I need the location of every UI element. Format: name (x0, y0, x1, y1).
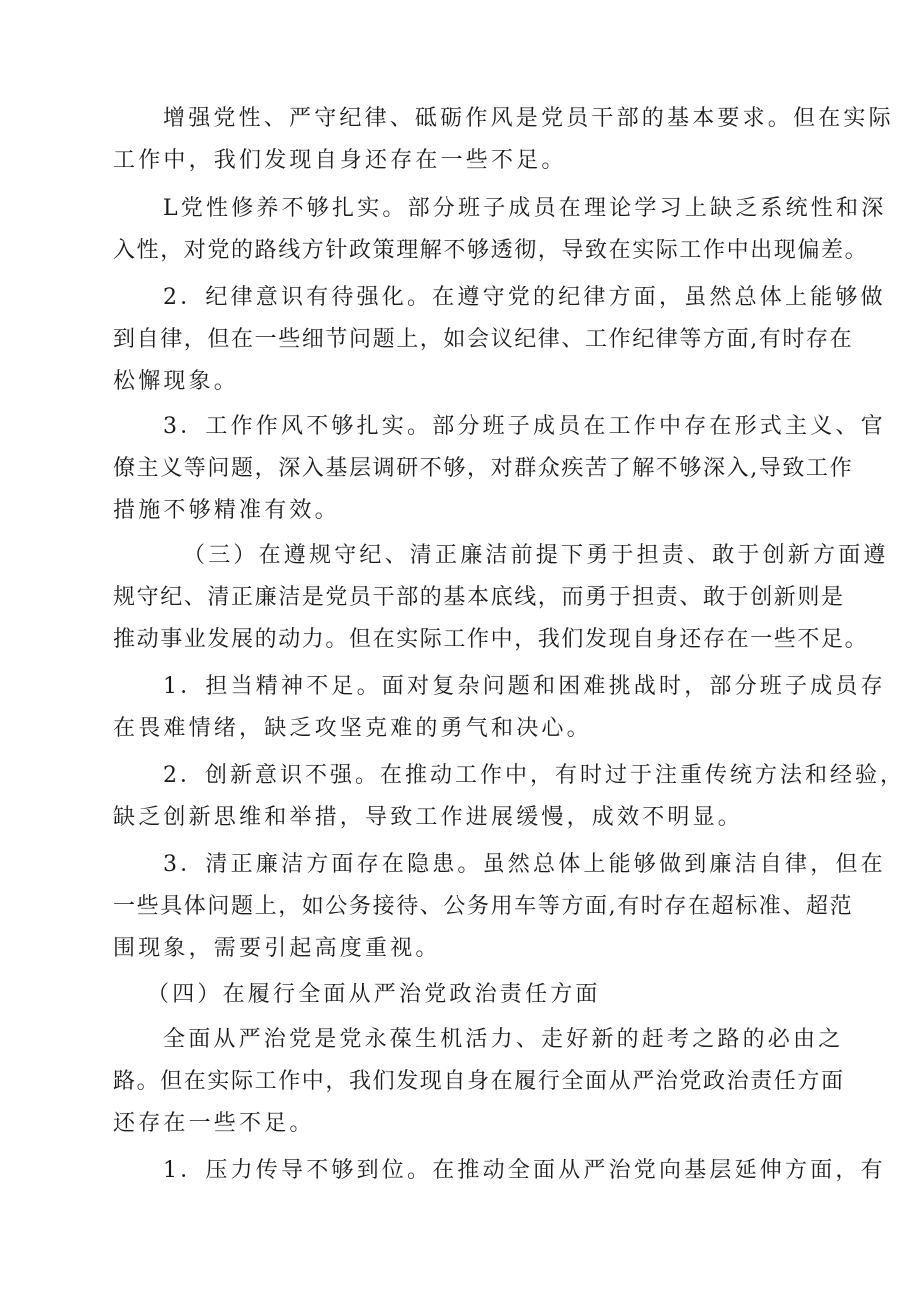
paragraph-line: 推动事业发展的动力。但在实际工作中，我们发现自身还存在一些不足。 (113, 627, 869, 652)
paragraph-line: 工作中，我们发现自身还存在一些不足。 (113, 148, 567, 173)
section-heading: （三）在遵规守纪、清正廉洁前提下勇于担责、敢于创新方面遵 (183, 543, 889, 568)
paragraph-line: 规守纪、清正廉洁是党员干部的基本底线，而勇于担责、敢于创新则是 (113, 585, 845, 610)
paragraph-line: 2．创新意识不强。在推动工作中，有时过于注重传统方法和经验， (163, 763, 905, 788)
paragraph-line: 还存在一些不足。 (113, 1111, 315, 1136)
paragraph-line: 路。但在实际工作中，我们发现自身在履行全面从严治党政治责任方面 (113, 1069, 845, 1094)
section-heading: （四）在履行全面从严治党政治责任方面 (147, 982, 601, 1007)
paragraph-line: 松懈现象。 (113, 369, 240, 394)
paragraph-line: 全面从严治党是党永葆生机活力、走好新的赶考之路的必由之 (163, 1027, 844, 1052)
paragraph-line: 增强党性、严守纪律、砥砺作风是党员干部的基本要求。但在实际 (163, 106, 894, 131)
paragraph-line: 在畏难情绪，缺乏攻坚克难的勇气和决心。 (113, 716, 592, 741)
paragraph-line: 2．纪律意识有待强化。在遵守党的纪律方面，虽然总体上能够做 (163, 285, 886, 310)
paragraph-line: 缺乏创新思维和举措，导致工作进展缓慢，成效不明显。 (113, 805, 744, 830)
paragraph-line: 到自律，但在一些细节问题上，如会议纪律、工作纪律等方面,有时存在 (113, 327, 854, 352)
paragraph-line: 1．压力传导不够到位。在推动全面从严治党向基层延伸方面，有 (163, 1158, 886, 1183)
paragraph-line: 一些具体问题上，如公务接待、公务用车等方面,有时存在超标准、超范 (113, 894, 854, 919)
paragraph-line: L党性修养不够扎实。部分班子成员在理论学习上缺乏系统性和深 (163, 196, 887, 221)
paragraph-line: 僚主义等问题，深入基层调研不够，对群众疾苦了解不够深入,导致工作 (113, 456, 854, 481)
paragraph-line: 入性，对党的路线方针政策理解不够透彻，导致在实际工作中出现偏差。 (113, 238, 869, 263)
paragraph-line: 措施不够精准有效。 (113, 498, 340, 523)
paragraph-line: 3．清正廉洁方面存在隐患。虽然总体上能够做到廉洁自律，但在 (163, 852, 886, 877)
paragraph-line: 围现象，需要引起高度重视。 (113, 936, 441, 961)
paragraph-line: 1．担当精神不足。面对复杂问题和困难挑战时，部分班子成员存 (163, 674, 886, 699)
paragraph-line: 3．工作作风不够扎实。部分班子成员在工作中存在形式主义、官 (163, 414, 886, 439)
